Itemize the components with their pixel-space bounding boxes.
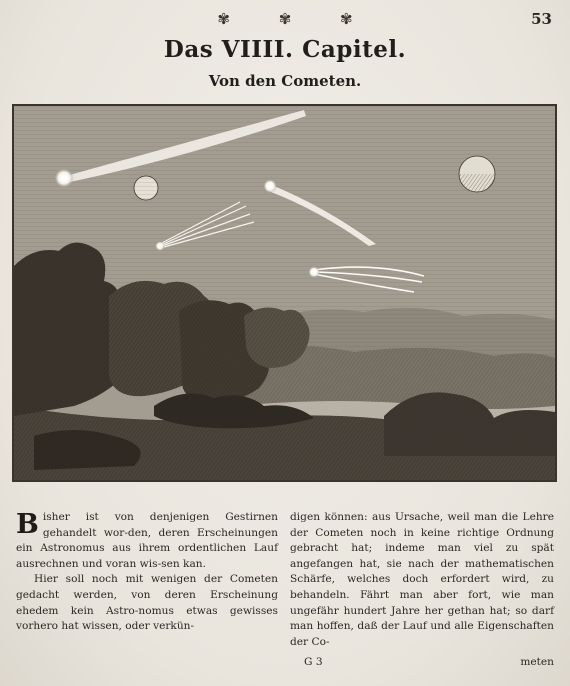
planet-small [134, 176, 158, 200]
signature-mark: G 3 [304, 656, 323, 668]
text-column-right [290, 510, 554, 650]
paragraph-continued: digen können: aus Ursache, weil man die Lehre der Cometen noch in keine richtige Ordnung gebracht hat; indeme man viel zu spät angefangen hat, sie nach der mathematischen Schärfe, welches doch erfordert wird, zu behandeln. Fährt man aber fort, wie man ungefähr hundert Jahre her gethan hat; so darf man hoffen, daß der Lauf und alle Eigenschaften der Co- [290, 511, 554, 648]
paragraph-intro-text: isher ist von denjenigen Gestirnen gehandelt wor-den, deren Erscheinungen ein Astronomus aus ihrem ordentlichen Lauf ausrechnen und voran wis-sen kan. [16, 511, 278, 570]
catchword: meten [520, 656, 554, 668]
comet-engraving [12, 104, 557, 482]
paragraph-intro [16, 510, 278, 572]
moon [459, 156, 495, 192]
paragraph-comets: Hier soll noch mit wenigen der Cometen gedacht werden, von deren Erscheinung ehedem kein Astro-nomus etwas gewisses vorhero hat wissen, oder verkün- [16, 573, 278, 633]
chapter-title: Das VIIII. Capitel. [163, 36, 407, 63]
header-ornaments: ✾ ✾ ✾ [217, 10, 375, 28]
section-title: Von den Cometen. [208, 72, 362, 90]
drop-cap: B [16, 509, 39, 540]
text-column-left [16, 510, 278, 635]
footer-row [290, 656, 554, 672]
page-number: 53 [531, 10, 552, 28]
